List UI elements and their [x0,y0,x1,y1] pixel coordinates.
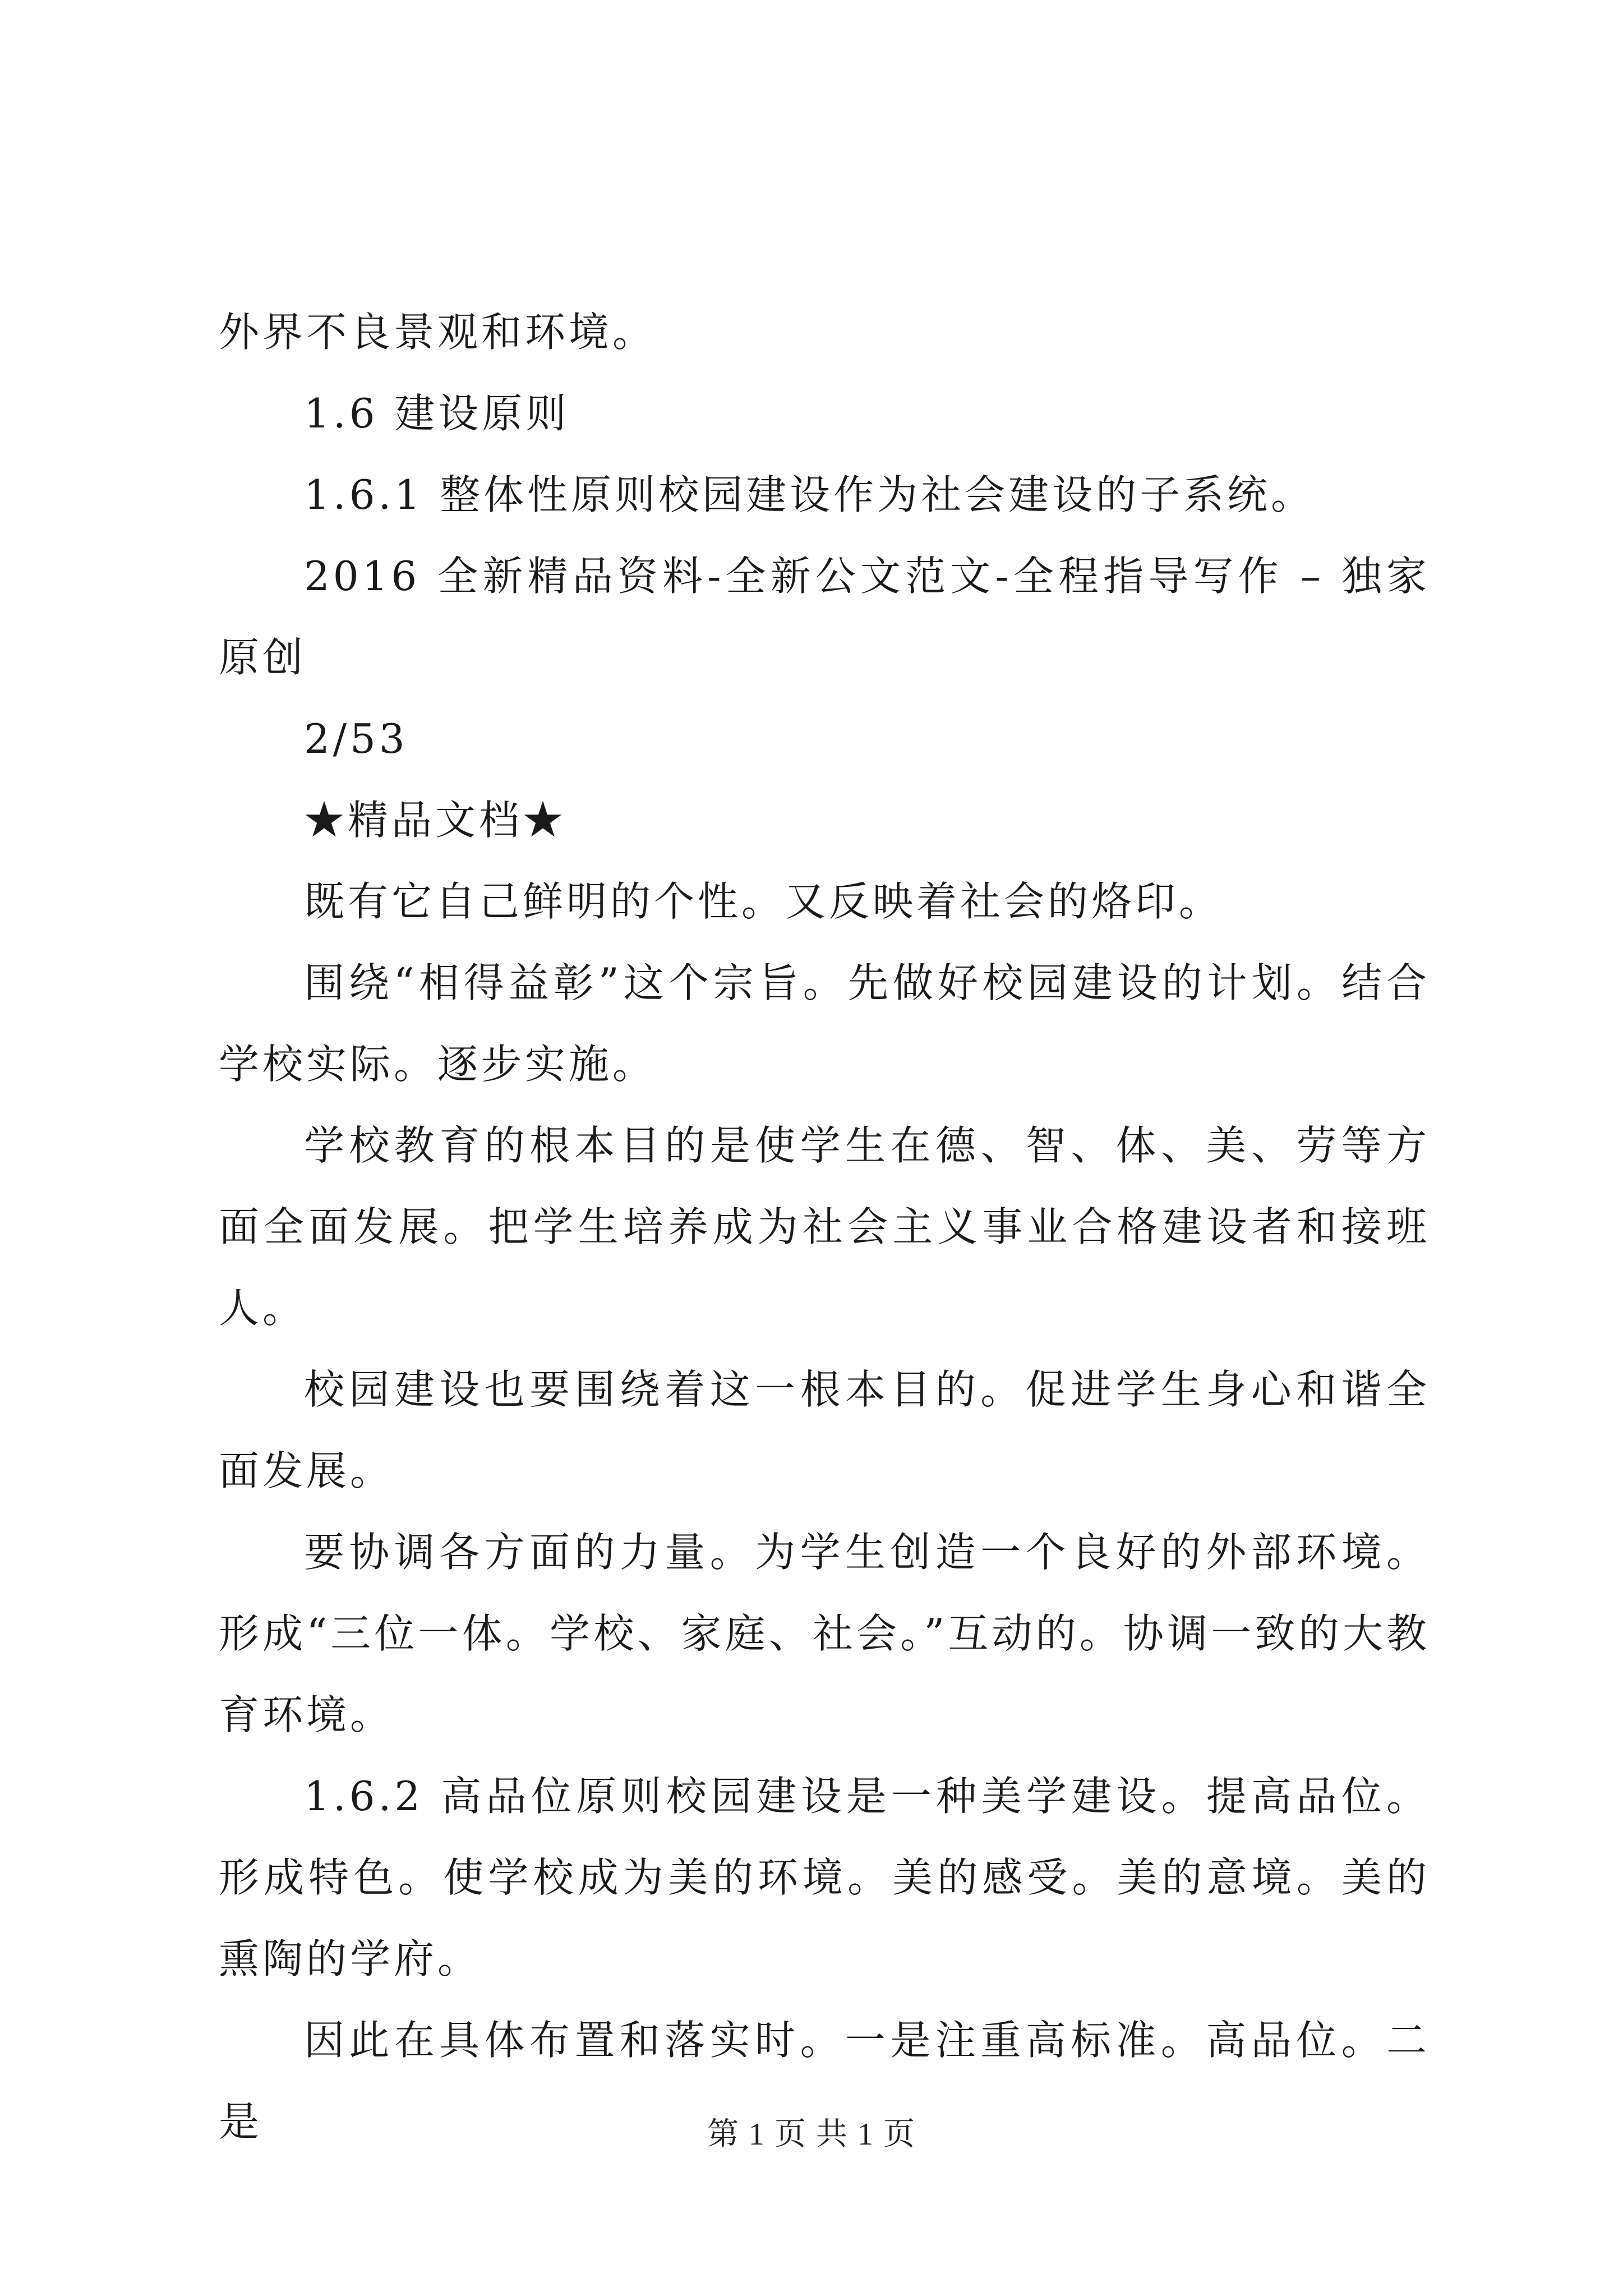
document-body [219,292,1430,2162]
paragraph: 学校教育的根本目的是使学生在德、智、体、美、劳等方面全面发展。把学生培养成为社会主义事业合格建设者和接班人。 [219,1122,1430,1332]
page-footer: 第 1 页 共 1 页 [707,2117,916,2152]
paragraph: 因此在具体布置和落实时。一是注重高标准。高品位。二是 [219,2017,1430,2145]
paragraph: 1.6.1 整体性原则校园建设作为社会建设的子系统。 [304,471,1315,518]
paragraph: 2016 全新精品资料-全新公文范文-全程指导写作 – 独家原创 [219,553,1430,681]
page-count-text: 2/53 [304,715,408,762]
paragraph: ★精品文档★ [304,797,567,844]
paragraph: 1.6.2 高品位原则校园建设是一种美学建设。提高品位。形成特色。使学校成为美的环境。美的感受。美的意境。美的熏陶的学府。 [219,1773,1430,1982]
paragraph: 校园建设也要围绕着这一根本目的。促进学生身心和谐全面发展。 [219,1366,1430,1494]
paragraph: 要协调各方面的力量。为学生创造一个良好的外部环境。形成“三位一体。学校、家庭、社会。”互动的。协调一致的大教育环境。 [219,1529,1430,1738]
paragraph: 外界不良景观和环境。 [219,309,657,356]
section-heading: 1.6 建设原则 [304,390,570,437]
paragraph: 既有它自己鲜明的个性。又反映着社会的烙印。 [304,878,1223,925]
paragraph: 围绕“相得益彰”这个宗旨。先做好校园建设的计划。结合学校实际。逐步实施。 [219,959,1430,1088]
